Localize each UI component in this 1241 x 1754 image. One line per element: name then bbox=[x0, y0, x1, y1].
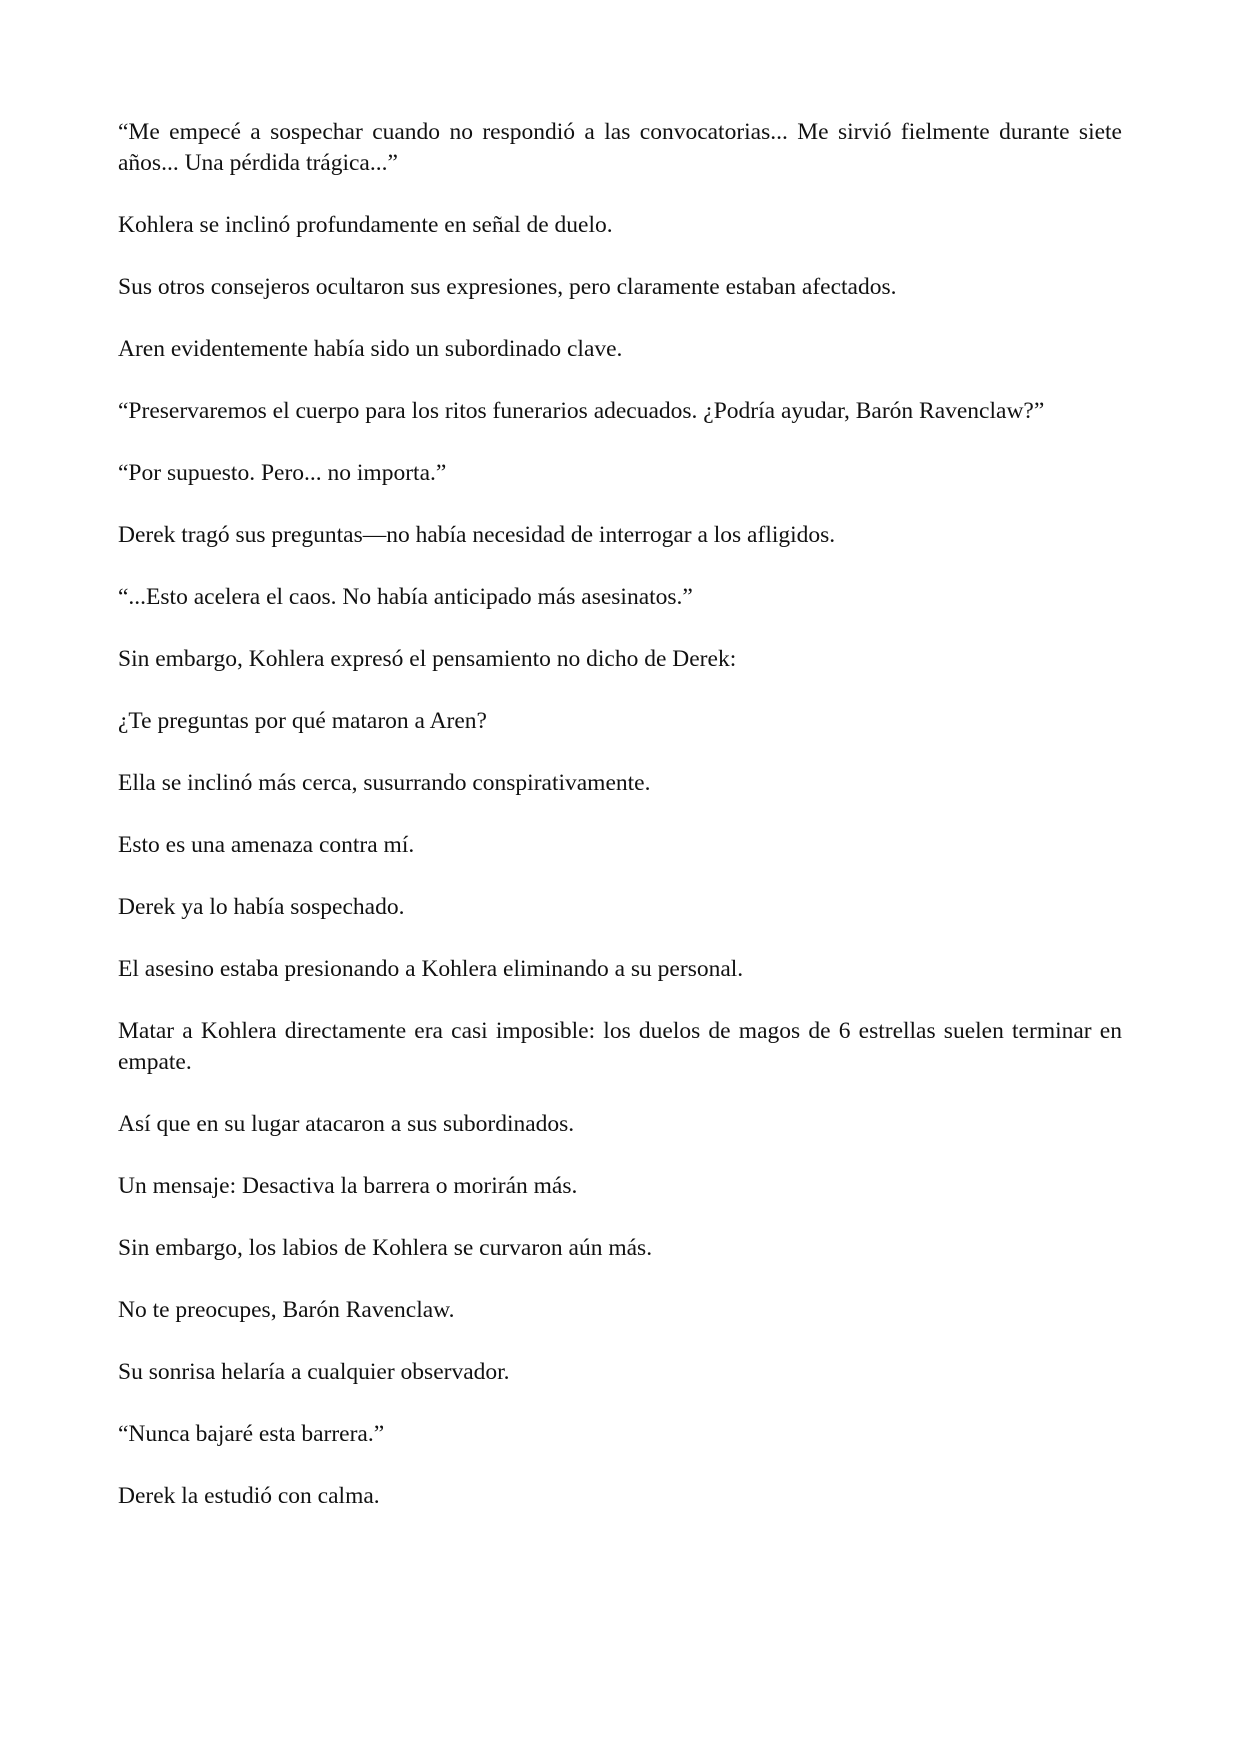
paragraph-1: “Me empecé a sospechar cuando no respondió a las convocatorias... Me sirvió fielmente durante siete años... Una pérdida trágica...” bbox=[118, 119, 1122, 176]
paragraph-4: Aren evidentemente había sido un subordinado clave. bbox=[118, 336, 623, 362]
paragraph-21: “Nunca bajaré esta barrera.” bbox=[118, 1421, 385, 1447]
paragraph-22: Derek la estudió con calma. bbox=[118, 1483, 380, 1509]
paragraph-19: No te preocupes, Barón Ravenclaw. bbox=[118, 1297, 455, 1323]
paragraph-6: “Por supuesto. Pero... no importa.” bbox=[118, 460, 447, 486]
paragraph-13: Derek ya lo había sospechado. bbox=[118, 894, 405, 920]
paragraph-11: Ella se inclinó más cerca, susurrando conspirativamente. bbox=[118, 770, 651, 796]
paragraph-20: Su sonrisa helaría a cualquier observador. bbox=[118, 1359, 510, 1385]
paragraph-2: Kohlera se inclinó profundamente en señal de duelo. bbox=[118, 212, 613, 238]
paragraph-18: Sin embargo, los labios de Kohlera se curvaron aún más. bbox=[118, 1235, 653, 1261]
paragraph-8: “...Esto acelera el caos. No había anticipado más asesinatos.” bbox=[118, 584, 693, 610]
paragraph-5: “Preservaremos el cuerpo para los ritos funerarios adecuados. ¿Podría ayudar, Barón Ravenclaw?” bbox=[118, 398, 1045, 424]
document-body bbox=[118, 117, 1122, 1543]
paragraph-15: Matar a Kohlera directamente era casi imposible: los duelos de magos de 6 estrellas suelen terminar en empate. bbox=[118, 1018, 1122, 1075]
paragraph-17: Un mensaje: Desactiva la barrera o morirán más. bbox=[118, 1173, 578, 1199]
paragraph-14: El asesino estaba presionando a Kohlera eliminando a su personal. bbox=[118, 956, 744, 982]
paragraph-10: ¿Te preguntas por qué mataron a Aren? bbox=[118, 708, 487, 734]
paragraph-7: Derek tragó sus preguntas—no había necesidad de interrogar a los afligidos. bbox=[118, 522, 836, 548]
paragraph-9: Sin embargo, Kohlera expresó el pensamiento no dicho de Derek: bbox=[118, 646, 737, 672]
paragraph-16: Así que en su lugar atacaron a sus subordinados. bbox=[118, 1111, 575, 1137]
paragraph-3: Sus otros consejeros ocultaron sus expresiones, pero claramente estaban afectados. bbox=[118, 274, 897, 300]
paragraph-12: Esto es una amenaza contra mí. bbox=[118, 832, 415, 858]
